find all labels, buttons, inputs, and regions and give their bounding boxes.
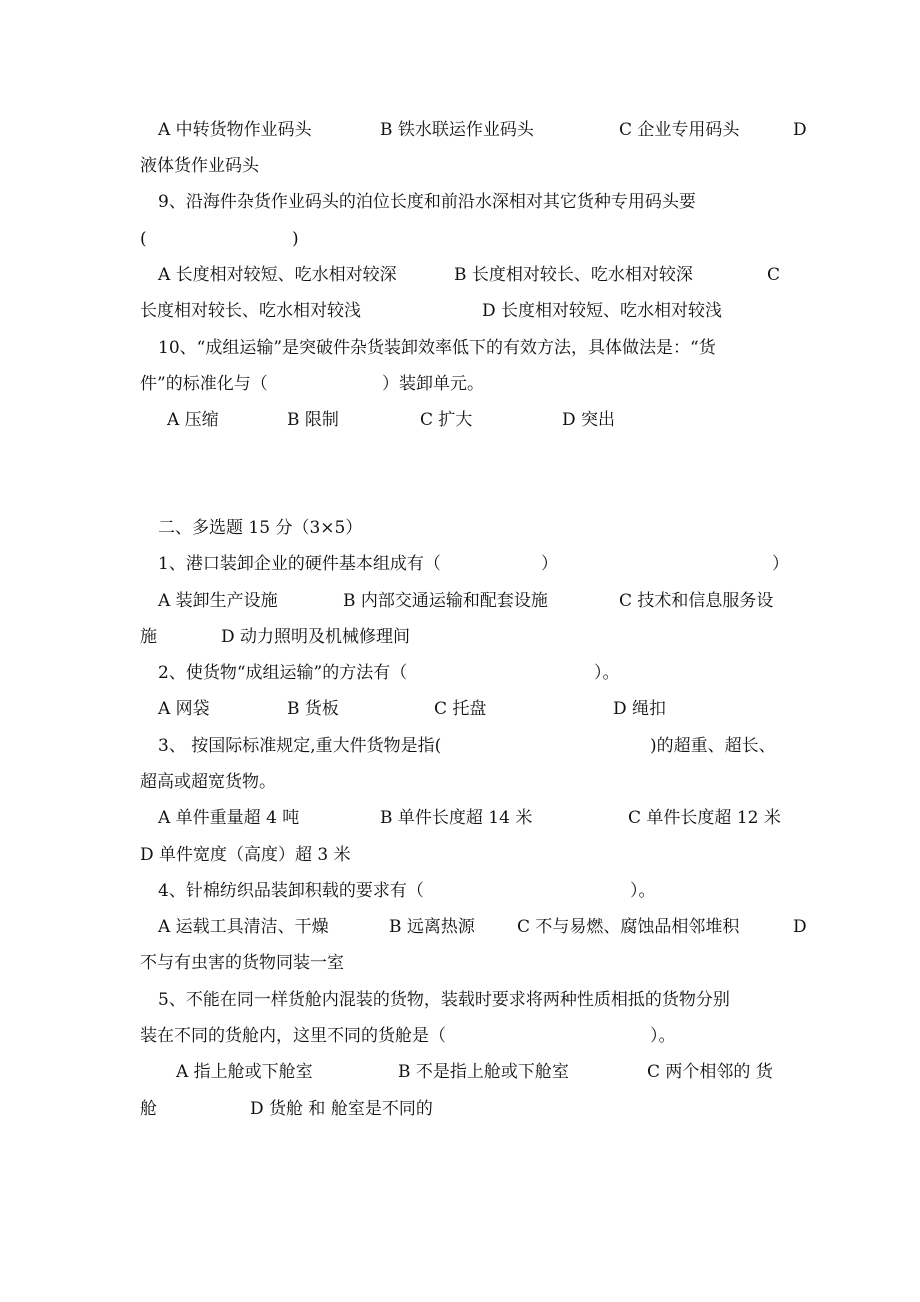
mq3-option-c: C 单件长度超 12 米: [628, 808, 781, 828]
mq5-stem-line2-pre: 装在不同的货舱内，这里不同的货舱是（: [140, 1026, 446, 1046]
q10-option-b: B 限制: [287, 410, 339, 430]
q9-paren-open: (: [140, 229, 147, 249]
q10-stem-line2-post: ）装卸单元。: [382, 374, 484, 394]
mq3-stem-post: )的超重、超长、: [650, 736, 776, 756]
q10-option-d: D 突出: [562, 410, 616, 430]
q9-paren-close: ): [292, 229, 299, 249]
q9-option-a: A 长度相对较短、吃水相对较深: [158, 265, 397, 285]
q10-option-c: C 扩大: [420, 410, 473, 430]
q10-option-a: A 压缩: [167, 410, 219, 430]
mq5-option-c: C 两个相邻的 货: [647, 1062, 773, 1082]
mq5-stem-line1: 5、不能在同一样货舱内混装的货物，装载时要求将两种性质相抵的货物分别: [158, 990, 730, 1010]
mq5-paren-close: ）。: [650, 1026, 676, 1046]
mq4-option-d-letter: D: [793, 917, 807, 937]
q8-option-a: A 中转货物作业码头: [158, 120, 312, 140]
mq5-option-c-cont: 舱: [140, 1099, 157, 1119]
q9-option-b: B 长度相对较长、吃水相对较深: [454, 265, 693, 285]
mq1-option-a: A 装卸生产设施: [158, 591, 278, 611]
mq2-option-d: D 绳扣: [613, 699, 667, 719]
mq2-paren-close: ）。: [594, 663, 620, 683]
mq1-paren-close-2: ）: [772, 554, 789, 574]
mq5-option-d: D 货舱 和 舱室是不同的: [250, 1099, 433, 1119]
mq1-option-b: B 内部交通运输和配套设施: [343, 591, 548, 611]
section-heading-multi-choice: 二、多选题 15 分（3×5）: [158, 518, 363, 538]
q8-option-c: C 企业专用码头: [619, 120, 740, 140]
mq1-option-c: C 技术和信息服务设: [619, 591, 774, 611]
mq3-option-a: A 单件重量超 4 吨: [158, 808, 300, 828]
mq3-option-d: D 单件宽度（高度）超 3 米: [140, 845, 351, 865]
q9-option-c-letter: C: [767, 265, 781, 285]
mq3-stem-pre: 3、 按国际标准规定,重大件货物是指(: [158, 736, 442, 756]
mq4-stem: 4、针棉纺织品装卸积载的要求有（: [158, 881, 424, 901]
mq4-option-d-text: 不与有虫害的货物同装一室: [140, 953, 344, 973]
q9-option-d: D 长度相对较短、吃水相对较浅: [482, 301, 723, 321]
mq5-option-a: A 指上舱或下舱室: [176, 1062, 313, 1082]
q10-stem-line1: 10、“成组运输”是突破件杂货装卸效率低下的有效方法，具体做法是：“货: [158, 338, 716, 358]
mq1-option-c-cont: 施: [140, 627, 157, 647]
mq5-option-b: B 不是指上舱或下舱室: [398, 1062, 569, 1082]
mq4-paren-close: ）。: [630, 881, 656, 901]
mq2-stem: 2、使货物“成组运输”的方法有（: [158, 663, 408, 683]
mq4-option-a: A 运载工具清洁、干燥: [158, 917, 329, 937]
mq3-stem-line2: 超高或超宽货物。: [140, 772, 276, 792]
mq1-stem: 1、港口装卸企业的硬件基本组成有（: [158, 554, 441, 574]
mq3-option-b: B 单件长度超 14 米: [380, 808, 533, 828]
q8-option-d-letter: D: [793, 120, 807, 140]
mq1-paren-close-1: ）: [541, 554, 558, 574]
mq2-option-c: C 托盘: [434, 699, 487, 719]
mq2-option-b: B 货板: [287, 699, 339, 719]
q8-option-d-text: 液体货作业码头: [140, 156, 259, 176]
mq4-option-c: C 不与易燃、腐蚀品相邻堆积: [517, 917, 740, 937]
mq4-option-b: B 远离热源: [389, 917, 475, 937]
q8-option-b: B 铁水联运作业码头: [380, 120, 534, 140]
q9-option-c-text: 长度相对较长、吃水相对较浅: [140, 301, 361, 321]
mq1-option-d: D 动力照明及机械修理间: [221, 627, 411, 647]
q10-stem-line2-pre: 件”的标准化与（: [140, 374, 268, 394]
mq2-option-a: A 网袋: [158, 699, 210, 719]
q9-stem: 9、沿海件杂货作业码头的泊位长度和前沿水深相对其它货种专用码头要: [158, 192, 696, 212]
